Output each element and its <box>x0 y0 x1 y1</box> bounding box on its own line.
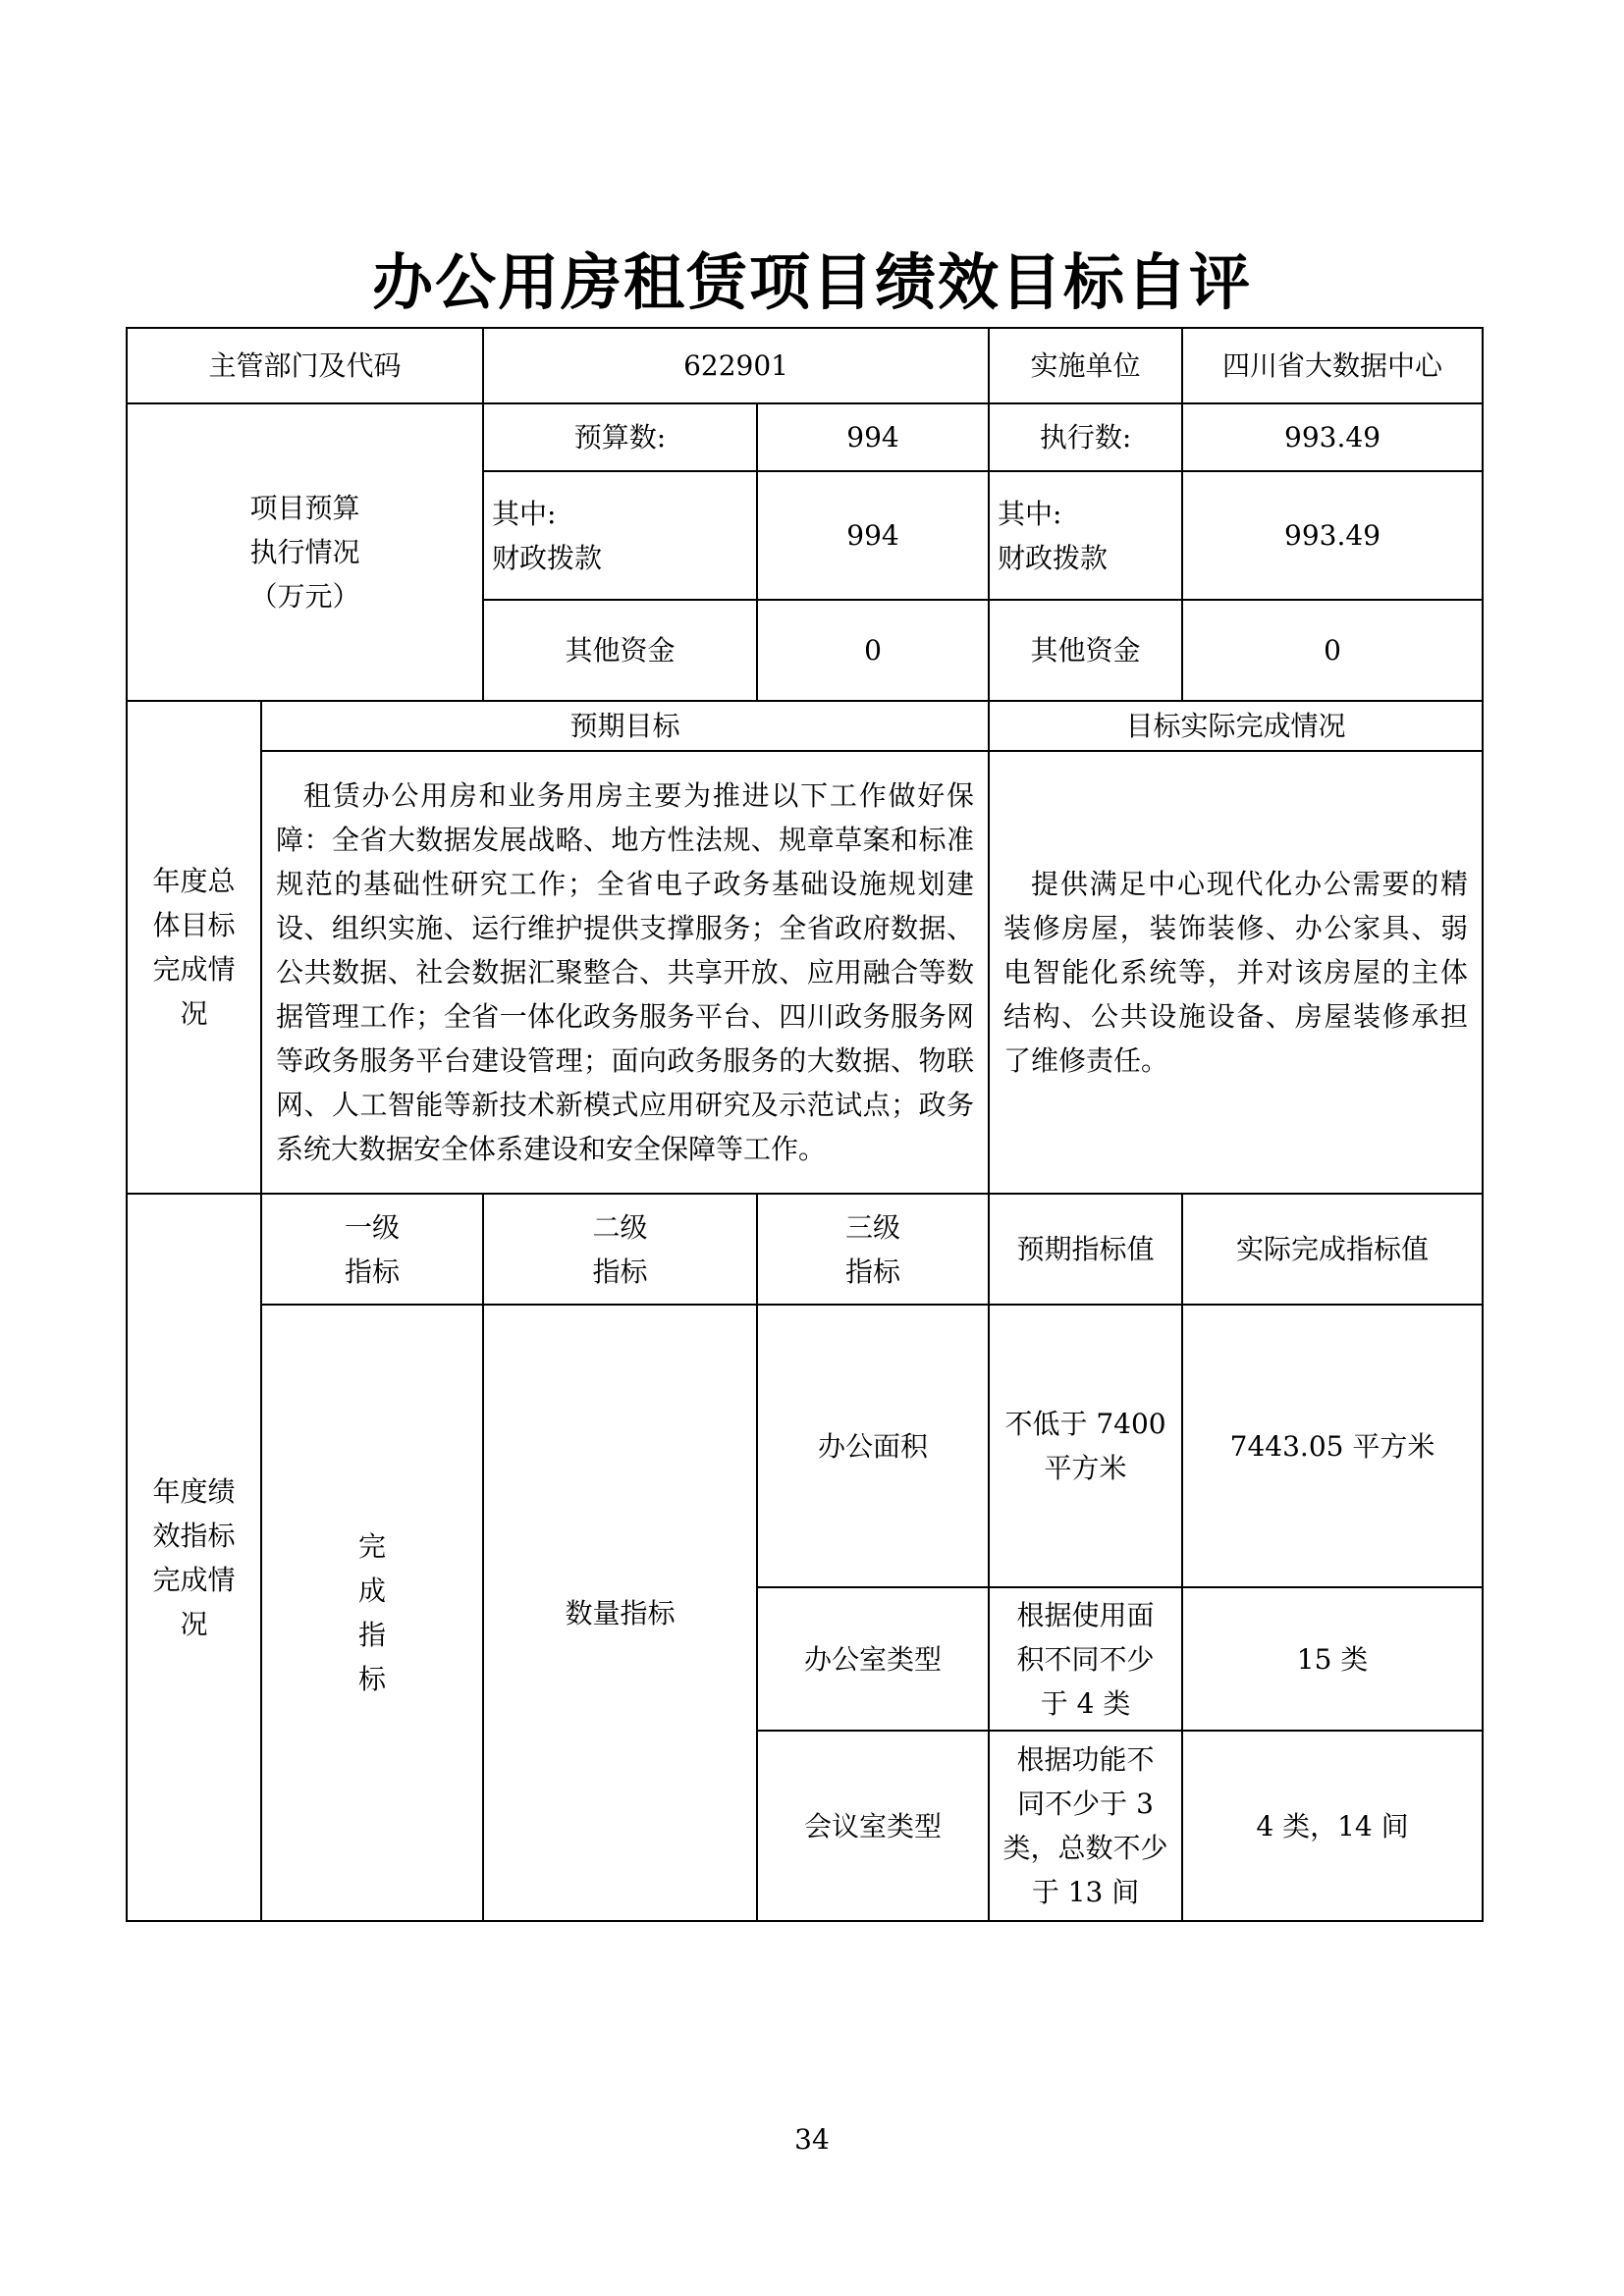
budget-label: 项目预算 执行情况 （万元） <box>127 403 483 701</box>
expected-value: 根据功能不 同不少于 3 类，总数不少 于 13 间 <box>989 1731 1182 1921</box>
header-row <box>127 328 1483 403</box>
indicator-header-row <box>127 1194 1483 1305</box>
budget-row <box>127 403 1483 471</box>
expected-goal-text: 租赁办公用房和业务用房主要为推进以下工作做好保障：全省大数据发展战略、地方性法规、规章草案和标准规范的基础性研究工作；全省电子政务基础设施规划建设、组织实施、运行维护提供支撑服务；全省政府数据、公共数据、社会数据汇聚整合、共享开放、应用融合等数据管理工作；全省一体化政务服务平台、四川政务服务网等政务服务平台建设管理；面向政务服务的大数据、物联网、人工智能等新技术新模式应用研究及示范试点；政务系统大数据安全体系建设和安全保障等工作。 <box>261 751 989 1194</box>
dept-label: 主管部门及代码 <box>127 328 483 403</box>
dept-code: 622901 <box>483 328 989 403</box>
exec-amount-label: 执行数: <box>989 403 1182 471</box>
indicator-row <box>127 1305 1483 1587</box>
expected-value: 根据使用面 积不同不少 于 4 类 <box>989 1587 1182 1731</box>
evaluation-table <box>126 327 1484 1922</box>
expected-value: 不低于 7400 平方米 <box>989 1305 1182 1587</box>
annual-goal-label: 年度总 体目标 完成情 况 <box>127 701 261 1194</box>
unit-value: 四川省大数据中心 <box>1182 328 1483 403</box>
level1-value: 完 成 指 标 <box>261 1305 483 1921</box>
annual-goal-content-row <box>127 751 1483 1194</box>
level3-name: 办公面积 <box>757 1305 989 1587</box>
page-number: 34 <box>794 2123 830 2156</box>
other-funds-exec: 0 <box>1182 600 1483 701</box>
indicator-label: 年度绩 效指标 完成情 况 <box>127 1194 261 1921</box>
level3-name: 办公室类型 <box>757 1587 989 1731</box>
other-funds-label: 其他资金 <box>483 600 757 701</box>
actual-goal-header: 目标实际完成情况 <box>989 701 1483 751</box>
level2-value: 数量指标 <box>483 1305 757 1921</box>
exec-amount-value: 993.49 <box>1182 403 1483 471</box>
page-title: 办公用房租赁项目绩效目标自评 <box>371 246 1252 318</box>
fiscal-exec-value: 993.49 <box>1182 471 1483 600</box>
col-level2-header: 二级 指标 <box>483 1194 757 1305</box>
fiscal-label: 其中: 财政拨款 <box>483 471 757 600</box>
fiscal-budget-value: 994 <box>757 471 989 600</box>
col-level3-header: 三级 指标 <box>757 1194 989 1305</box>
budget-amount-label: 预算数: <box>483 403 757 471</box>
other-funds-exec-label: 其他资金 <box>989 600 1182 701</box>
actual-value: 7443.05 平方米 <box>1182 1305 1483 1587</box>
budget-amount-value: 994 <box>757 403 989 471</box>
actual-value: 15 类 <box>1182 1587 1483 1731</box>
expected-goal-header: 预期目标 <box>261 701 989 751</box>
level3-name: 会议室类型 <box>757 1731 989 1921</box>
col-actual-header: 实际完成指标值 <box>1182 1194 1483 1305</box>
actual-goal-text: 提供满足中心现代化办公需要的精装修房屋，装饰装修、办公家具、弱电智能化系统等，并对该房屋的主体结构、公共设施设备、房屋装修承担了维修责任。 <box>989 751 1483 1194</box>
other-funds-budget: 0 <box>757 600 989 701</box>
actual-value: 4 类，14 间 <box>1182 1731 1483 1921</box>
unit-label: 实施单位 <box>989 328 1182 403</box>
annual-goal-header-row <box>127 701 1483 751</box>
col-expected-header: 预期指标值 <box>989 1194 1182 1305</box>
fiscal-exec-label: 其中: 财政拨款 <box>989 471 1182 600</box>
col-level1-header: 一级 指标 <box>261 1194 483 1305</box>
